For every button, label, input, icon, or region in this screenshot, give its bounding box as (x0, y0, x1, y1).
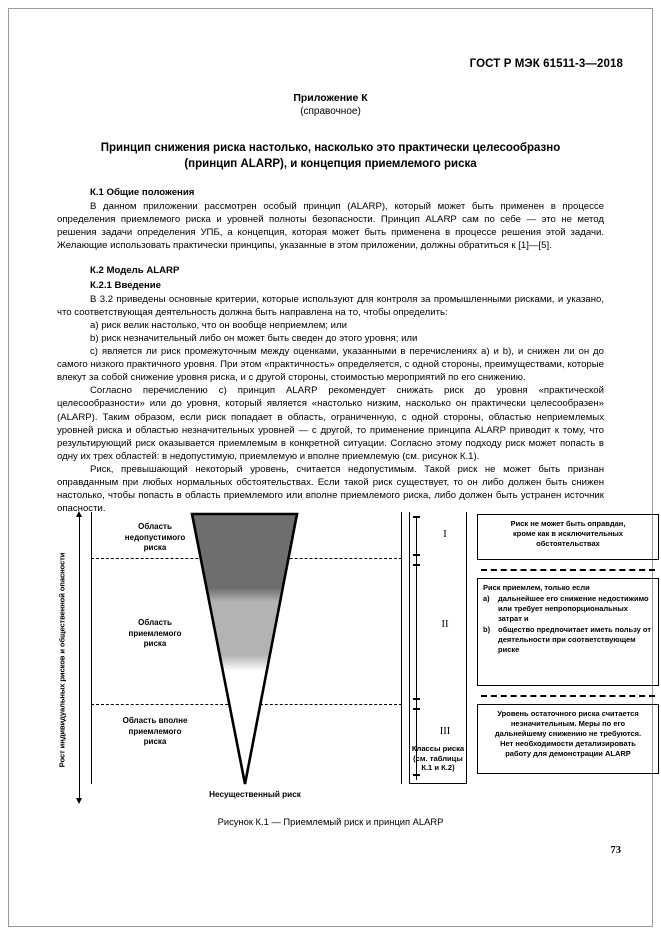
figure-k1 (57, 512, 652, 807)
page-title (60, 140, 601, 172)
risk-class-label-ii: II (441, 619, 449, 630)
risk-class-tick-2 (413, 564, 420, 566)
band-broadly-acceptable (187, 670, 302, 787)
annex-heading-block (0, 92, 661, 118)
risk-class-tick-top (413, 516, 420, 518)
list-item-c: c) является ли риск промежуточным между оценками, указанными в перечислениях a) и b), и снижен ли он до самого низкого практичного уровня. При этом «практичность» определяется, с одной стороны, преимуществами, которые влекут за собой снижение уровня риска, и с другой стороны, стоимостью мероприятий по его снижению. (57, 346, 604, 384)
list-marker: a) (483, 594, 490, 603)
risk-triangle-diagram (187, 512, 302, 787)
info-box-class-ii: Риск приемлем, только если a) дальнейшее его снижение недостижимо или требует непропорциональных затрат и b) общество предпочитает иметь пользу от деятельности при соответствующем риске (477, 578, 659, 686)
risk-class-tick-3 (413, 698, 420, 700)
page-title-line-1: Принцип снижения риска настолько, насколько это практически целесообразно (100, 142, 561, 154)
risk-class-label-iii: III (439, 726, 451, 737)
list-item-b: b) риск незначительный либо он может быть сведен до этого уровня; или (90, 332, 418, 344)
band-blend-bottom (187, 655, 302, 671)
risk-class-tick-4 (413, 708, 420, 710)
band-blend-top (187, 588, 302, 602)
risk-class-label-i: I (443, 529, 447, 540)
paragraph-k21-third: Риск, превышающий некоторый уровень, считается недопустимым. Такой риск не может быть признан оправданным при любых нормальных обстоятельствах. Если такой риск существует, то он либо должен быть снижен настолько, чтобы попасть в область приемлемого или вполне приемлемого риска, либо должен быть устранен источник опасности. (57, 463, 604, 515)
info-box-class-ii-item: a) дальнейшее его снижение недостижимо или требует непропорциональных затрат и (483, 594, 649, 623)
region-label-tolerable: Область приемлемого риска (128, 618, 182, 648)
paragraph-k21-intro: В 3.2 приведены основные критерии, которые используют для контроля за промышленными рисками, и указано, что соответствующая деятельность должна быть направлена на то, чтобы определить: (57, 293, 604, 318)
heading-k1: К.1 Общие положения (90, 187, 195, 198)
list-item-a: a) риск велик настолько, что он вообще неприемлем; или (90, 319, 347, 331)
paragraph-k21-second: Согласно перечислению c) принцип ALARP рекомендует снижать риск до уровня «практической целесообразности» или до уровня, который является «настолько низким, насколько он практически целесообразен» (ALARP). Таким образом, если риск попадает в область, ограниченную, с одной стороны, областью неприемлемых уровней риска и областью незначительных уровней — с другой, то применение принципа ALARP приводит к тому, что результирующий риск оказывается приемлемым в конкретной ситуации. Согласно этому подходу риск может попасть в одну их трех областей: в недопустимую, приемлемую и вполне приемлемую (см. рисунок К.1). (57, 385, 604, 462)
region-label-broadly-acceptable: Область вполне приемлемого риска (122, 716, 188, 746)
figure-caption: Рисунок К.1 — Приемлемый риск и принцип ALARP (217, 816, 444, 827)
risk-triangle-bands (187, 512, 302, 787)
info-box-separator-2 (481, 695, 655, 697)
body-text (57, 186, 604, 515)
info-box-class-iii: Уровень остаточного риска считается незначительным. Меры по его дальнейшему снижению не требуются. Нет необходимости детализировать работу для демонстрации ALARP (477, 704, 659, 774)
figure-base-label: Несущественный риск (209, 790, 301, 799)
paragraph-k1: В данном приложении рассмотрен особый принцип (ALARP), который может быть применен в процессе определения приемлемого риска и уровней полноты безопасности. Принцип ALARP сам по себе — это не метод решения задачи определения УПБ, а концепция, которая может быть применена в процессе решения этой задачи. Желающие использовать практически принципы, указанные в этом приложении, должны обратиться к [1]—[5]. (57, 201, 604, 252)
heading-k2: К.2 Модель ALARP (90, 265, 180, 277)
list-marker: b) (483, 625, 491, 634)
risk-class-tick-1 (413, 554, 420, 556)
info-box-class-i: Риск не может быть оправдан, кроме как в исключительных обстоятельствах (477, 514, 659, 560)
figure-axis-label (53, 512, 71, 807)
heading-k21: К.2.1 Введение (90, 279, 162, 291)
figure-axis-label-text: Рост индивидуальных рисков и общественной опасности (57, 552, 67, 767)
figure-axis-arrow (79, 516, 80, 799)
info-box-class-ii-item: b) общество предпочитает иметь пользу от деятельности при соответствующем риске (483, 625, 652, 654)
risk-class-caption: Классы риска (см. таблицы К.1 и К.2) (411, 744, 465, 772)
band-tolerable (187, 601, 302, 657)
page-number: 73 (610, 845, 621, 856)
document-header-standard-number: ГОСТ Р МЭК 61511-3—2018 (469, 58, 623, 70)
region-label-intolerable: Область недопустимого риска (124, 522, 186, 552)
annex-subtitle: (справочное) (300, 106, 361, 117)
annex-title: Приложение К (293, 92, 368, 104)
page-title-line-2: (принцип ALARP), и концепция приемлемого риска (184, 158, 477, 170)
info-box-class-ii-list (483, 594, 653, 655)
info-box-separator-1 (481, 569, 655, 571)
